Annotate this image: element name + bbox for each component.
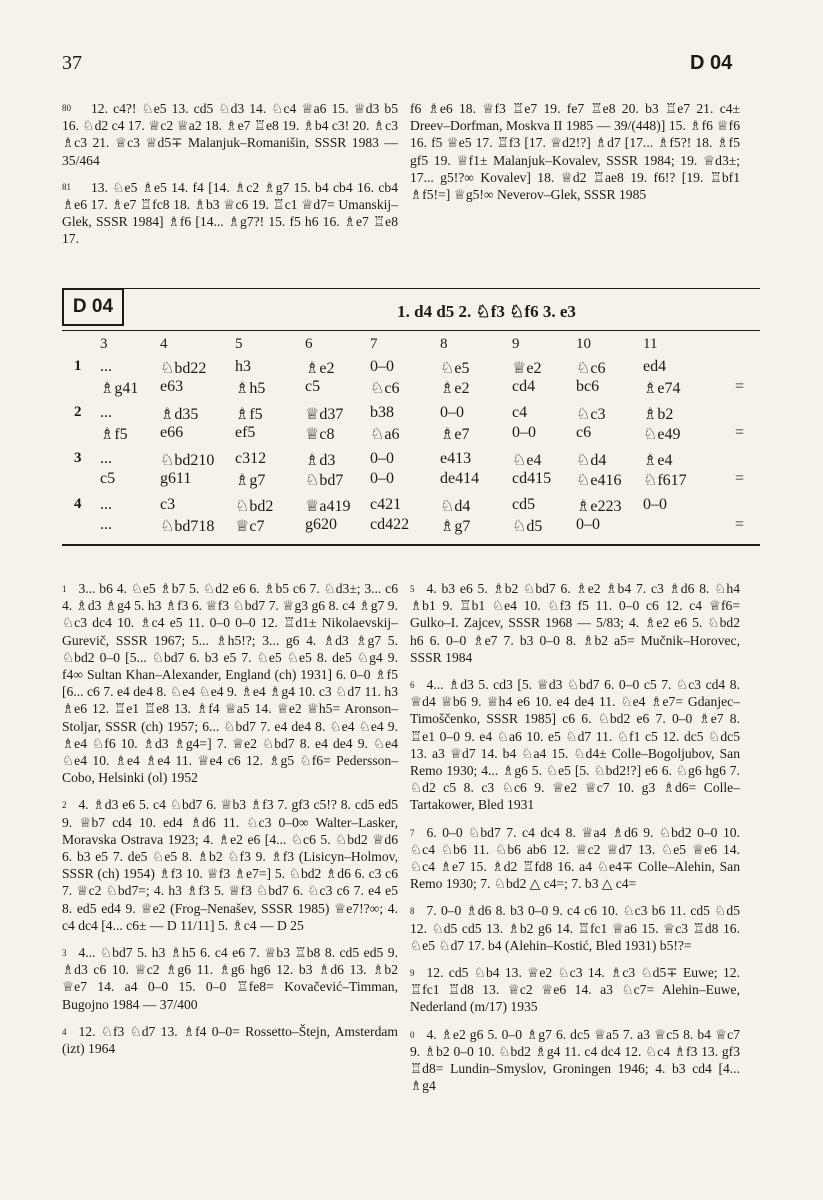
table-cell: ♕d37 — [305, 406, 344, 423]
table-cell: ♗g7 — [440, 518, 471, 535]
header-rule — [62, 330, 760, 331]
opening-code: D 04 — [690, 52, 733, 74]
footnote — [410, 824, 740, 893]
footnote — [62, 1023, 398, 1057]
page-number: 37 — [62, 52, 82, 74]
table-cell: ♕e2 — [512, 360, 542, 377]
table-cell: g611 — [160, 470, 192, 487]
table-cell: ♗e223 — [576, 498, 622, 515]
note-81: $^{81}$ 13. ♘e5 ♗e5 14. f4 [14. ♗c2 ♗g7 15. b4 cb4 16. cb4 ♗e6 17. ♗e7 ♖fc8 18. ♗b3 ♕c6 19. ♖c1 ♕d7= Umanskij–Glek, SSSR 1984] ♗f6 [14... ♗g7?! 15. f5 h6 16. ♗e7 ♖e8 17. — [62, 179, 398, 247]
footnotes-left — [62, 580, 398, 1067]
footnote — [410, 676, 740, 814]
table-cell: e66 — [160, 424, 184, 441]
top-notes-right — [410, 100, 740, 213]
table-cell: ♘e4 — [512, 452, 542, 469]
table-cell: c4 — [512, 404, 528, 421]
footnote-number: 6 — [410, 680, 415, 691]
table-cell: ed4 — [643, 358, 667, 375]
table-cell: ♘d4 — [440, 498, 471, 515]
footnote-number: 5 — [410, 584, 415, 594]
table-cell: ef5 — [235, 424, 256, 441]
table-cell: ... — [100, 516, 112, 533]
table-cell: ♗g7 — [235, 472, 266, 489]
table-cell: ♘c6 — [576, 360, 606, 377]
row-number: 3 — [74, 450, 82, 466]
table-cell: ♗b2 — [643, 406, 674, 423]
table-cell: = — [735, 470, 745, 487]
table-cell: 0–0 — [576, 516, 600, 533]
section-box: D 04 — [62, 288, 124, 326]
table-cell: cd422 — [370, 516, 410, 533]
table-cell: ♗f5 — [100, 426, 128, 443]
table-cell: ♘c6 — [370, 380, 400, 397]
table-cell: c312 — [235, 450, 267, 467]
table-cell: ♘bd22 — [160, 360, 207, 377]
table-cell: b38 — [370, 404, 394, 421]
table-cell: e63 — [160, 378, 184, 395]
table-cell: 0–0 — [643, 496, 667, 513]
column-header: 5 — [235, 336, 243, 352]
table-cell: ♗h5 — [235, 380, 266, 397]
table-cell: 0–0 — [370, 450, 394, 467]
table-cell: ♗g41 — [100, 380, 139, 397]
table-cell: h3 — [235, 358, 251, 375]
footnote — [410, 580, 740, 666]
footnote-text: 7. 0–0 ♗d6 8. b3 0–0 9. c4 c6 10. ♘c3 b6 11. cd5 ♘d5 12. ♘d5 cd5 13. ♗b2 g6 14. ♖fc1 ♕a6 15. ♕c3 ♖d8 16. ♘e5 ♘d7 17. b4 (Alehin–Kostić, Bled 1931) b5!?= — [410, 903, 740, 953]
table-cell: e413 — [440, 450, 472, 467]
table-cell: 0–0 — [370, 358, 394, 375]
table-cell: ♗e4 — [643, 452, 673, 469]
column-header: 10 — [576, 336, 591, 352]
table-cell: ♗e2 — [305, 360, 335, 377]
table-cell: ♘e416 — [576, 472, 622, 489]
table-cell: 0–0 — [440, 404, 464, 421]
footnote-number: 0 — [410, 1029, 415, 1040]
table-cell: = — [735, 424, 745, 441]
table-cell: c6 — [576, 424, 592, 441]
table-cell: ♘bd2 — [235, 498, 274, 515]
footnote-number: 7 — [410, 827, 415, 838]
table-cell: ♕a419 — [305, 498, 351, 515]
table-title: 1. d4 d5 2. ♘f3 ♘f6 3. e3 — [397, 302, 576, 321]
column-header: 8 — [440, 336, 448, 352]
footnote-number: 3 — [62, 948, 67, 959]
table-cell: ♗d3 — [305, 452, 336, 469]
table-cell: bc6 — [576, 378, 600, 395]
footnote-number: 1 — [62, 584, 67, 594]
column-header: 3 — [100, 336, 108, 352]
footnote — [410, 964, 740, 1016]
table-cell: ♗e2 — [440, 380, 470, 397]
table-cell: c5 — [305, 378, 321, 395]
footnote — [62, 796, 398, 934]
table-cell: c3 — [160, 496, 176, 513]
row-number: 1 — [74, 358, 82, 374]
footnote — [410, 902, 740, 954]
table-cell: c5 — [100, 470, 116, 487]
table-cell: ♘d4 — [576, 452, 607, 469]
table-cell: ♘c3 — [576, 406, 606, 423]
footnote — [62, 944, 398, 1013]
footnote — [410, 1026, 740, 1095]
footnote-number: 9 — [410, 968, 415, 979]
table-cell: ♗f5 — [235, 406, 263, 423]
table-cell: ♘e5 — [440, 360, 470, 377]
table-cell: ♘d5 — [512, 518, 543, 535]
table-cell: ... — [100, 358, 112, 375]
footnote-number: 2 — [62, 800, 67, 811]
table-cell: ♘bd7 — [305, 472, 344, 489]
footnote-text: 12. ♘f3 ♘d7 13. ♗f4 0–0= Rossetto–Štejn, Amsterdam (izt) 1964 — [62, 1023, 398, 1057]
footnote-text: 4. b3 e6 5. ♗b2 ♘bd7 6. ♗e2 ♗b4 7. c3 ♗d6 8. ♘h4 ♗b1 9. ♖b1 ♘e4 10. ♘f3 f5 11. 0–0 c6 12. c4 ♕f6= Gulko–I. Zajcev, SSSR 1968 — 5/83; 4. ♗e2 e6 5. ♘bd2 h6 6. 0–0 ♗e7 7. b3 0–0 8. ♗b2 a5= Mučnik–Horovec, SSSR 1984 — [410, 581, 740, 665]
table-cell: cd4 — [512, 378, 536, 395]
table-cell: ♘a6 — [370, 426, 400, 443]
column-header: 6 — [305, 336, 313, 352]
table-cell: de414 — [440, 470, 480, 487]
table-cell: = — [735, 516, 745, 533]
column-header: 9 — [512, 336, 520, 352]
footnotes-right — [410, 580, 740, 1104]
table-cell: ♗e74 — [643, 380, 681, 397]
footnote-text: 12. cd5 ♘b4 13. ♕e2 ♘c3 14. ♗c3 ♘d5∓ Euwe; 12. ♖fc1 ♖d8 13. ♕c2 ♕e6 14. a3 ♘c7= Alehin–Euwe, Nederland (m/17) 1935 — [410, 965, 740, 1015]
column-header: 7 — [370, 336, 378, 352]
table-cell: cd5 — [512, 496, 536, 513]
bottom-rule — [62, 544, 760, 546]
table-cell: ♕c7 — [235, 518, 265, 535]
table-cell: ♘f617 — [643, 472, 687, 489]
table-cell: ... — [100, 450, 112, 467]
footnote-text: 4. ♗e2 g6 5. 0–0 ♗g7 6. dc5 ♕a5 7. a3 ♕c5 8. b4 ♕c7 9. ♗b2 0–0 10. ♘bd2 ♗g4 11. c4 dc4 12. ♘c4 ♗f3 13. gf3 ♖d8= Lundin–Smyslov, Groningen 1946; 4. b3 cd4 [4... ♗g4 — [410, 1026, 740, 1094]
table-cell: cd415 — [512, 470, 552, 487]
footnote-number: 8 — [410, 906, 415, 917]
table-cell: ♘bd210 — [160, 452, 215, 469]
footnote-text: 6. 0–0 ♘bd7 7. c4 dc4 8. ♕a4 ♗d6 9. ♘bd2 0–0 10. ♘c4 ♘b6 11. ♘b6 ab6 12. ♕c2 ♕d7 13. ♘e5 ♕e6 14. ♘c4 ♗e7 15. ♗d2 ♖fd8 16. a4 ♘e4∓ Colle–Alehin, San Remo 1930; 7. ♘bd2 △ c4=; 7. b3 △ c4= — [410, 824, 740, 892]
table-cell: ♘e49 — [643, 426, 681, 443]
footnote-text: 4... ♘bd7 5. h3 ♗h5 6. c4 e6 7. ♕b3 ♖b8 8. cd5 ed5 9. ♗d3 c6 10. ♕c2 ♗g6 11. ♗g6 hg6 12. b3 ♗d6 13. ♗b2 ♕e7 14. a4 0–0 15. 0–0 ♖fe8= Kovačević–Timman, Bugojno 1984 — 37/400 — [62, 945, 398, 1012]
footnote-text: 4. ♗d3 e6 5. c4 ♘bd7 6. ♕b3 ♗f3 7. gf3 c5!? 8. cd5 ed5 9. ♕b7 cd4 10. ed4 ♗d6 11. ♘c3 0–0∞ Walter–Lasker, Moravska Ostrava 1923; 4. ♗e2 e6 [4... ♘c6 5. ♘bd2 ♕d6 6. b3 e5 7. de5 ♘e5 8. ♗b2 ♘f3 9. ♗f3 (Lisicyn–Holmov, SSSR (ch) 1954) ♗f3 10. ♕f3 ♗e7=] 5. ♘bd2 ♗d6 6. c3 c6 7. ♕c2 ♘bd7=; 4. h3 ♗f3 5. ♕f3 ♘bd7 6. ♘c3 c6 7. e4 e5 8. ed5 ed4 9. ♕e2 (Frog–Nenašev, SSSR 1985) ♕e7!?∞; 4. c4 dc4 [4... c6± — D 11/11] 5. ♗c4 — D 25 — [62, 797, 398, 933]
table-cell: ♘bd718 — [160, 518, 215, 535]
table-cell: = — [735, 378, 745, 395]
footnote-text: 3... b6 4. ♘e5 ♗b7 5. ♘d2 e6 6. ♗b5 c6 7. ♘d3±; 3... c6 4. ♗d3 ♗g4 5. h3 ♗f3 6. ♕f3 ♘bd7 7. ♕g3 g6 8. c4 ♗g7 9. ♘c3 dc4 10. ♗c4 e5 11. 0–0 0–0 12. ♖d1± Nikolaevskij–Gurevič, SSSR 1967; 5... ♗h5!?; 3... g6 4. ♗d3 ♗g7 5. ♘bd2 0–0 [5... ♘bd7 6. b3 e5 7. ♘e5 ♘e5 8. de5 ♘g4 9. f4∞ Sultan Khan–Alexander, England (ch) 1931] 6. 0–0 ♗f5 [6... c6 7. e4 de4 8. ♘e4 ♘e4 9. ♗e4 ♗g4 10. c3 ♘d7 11. h3 ♗e6 12. ♖e1 ♖e8 13. ♗f4 ♕a5 14. ♕e2 ♕h5= Aronson–Stoljar, SSSR (ch) 1957; 6... ♘bd7 7. e4 de4 8. ♘e4 ♘e4 9. ♗e4 ♘f6 10. ♗d3 ♗g4=] 7. ♕e2 ♘bd7 8. e4 de4 9. ♘e4 ♘e4 10. ♗e4 ♗e4 11. ♕e4 c6 12. ♗g5 ♘f6= Pedersson–Cobo, Helsinki (ol) 1952 — [62, 581, 398, 786]
table-cell: 0–0 — [370, 470, 394, 487]
top-rule — [124, 288, 760, 289]
table-cell: ♕c8 — [305, 426, 335, 443]
note-continuation: f6 ♗e6 18. ♕f3 ♖e7 19. fe7 ♖e8 20. b3 ♖e7 21. c4± Dreev–Dorfman, Moskva II 1985 — 39/(448)] 15. ♗f6 ♕f6 16. f5 ♕e5 17. ♖f3 [17. ♕d2!?] ♗d7 [17... ♗f5?! 18. ♗f5 gf5 19. ♕f1± Malanjuk–Kovalev, SSSR 1984; 19. ♕d3±; 17... g5!?∞ Kovalev] 18. ♕d2 ♖ae8 19. f6!? [19. ♖bf1 ♗f5!=] ♕g5!∞ Neverov–Glek, SSSR 1985 — [410, 101, 740, 203]
table-cell: ... — [100, 496, 112, 513]
table-cell: 0–0 — [512, 424, 536, 441]
footnote-text: 4... ♗d3 5. cd3 [5. ♕d3 ♘bd7 6. 0–0 c5 7. ♘c3 cd4 8. ♕d4 ♕b6 9. ♕h4 e6 10. e4 de4 11. ♘e4 ♗e7= Gdanjec–Timoščenko, SSSR 1985] c6 6. ♘bd2 e6 7. 0–0 ♗e7 8. ♖e1 0–0 9. e4 ♘a6 10. e5 ♘d7 11. ♘f1 c5 12. dc5 ♘dc5 13. a3 ♕d7 14. b4 ♘a4 15. ♘d4± Colle–Bogoljubov, San Remo 1930; 4... ♗g6 5. ♘e5 [5. ♘bd2!?] e6 6. ♘g6 hg6 7. ♘d2 c5 8. c3 ♘c6 9. ♕e2 ♕c7 10. g3 ♗d6= Colle–Tartakower, Bled 1931 — [410, 677, 740, 813]
top-notes-left — [62, 100, 398, 258]
note-80: $^{80}$ 12. c4?! ♘e5 13. cd5 ♘d3 14. ♘c4 ♕a6 15. ♕d3 b5 16. ♘d2 c4 17. ♕c2 ♕a2 18. ♗e7 ♖e8 19. ♗b4 c3! 20. ♗c3 ♗c3 21. ♕c3 ♕d5∓ Malanjuk–Romanišin, SSSR 1983 — 35/464 — [62, 101, 398, 168]
table-cell: ♗e7 — [440, 426, 470, 443]
footnote — [62, 580, 398, 786]
table-cell: ♗d35 — [160, 406, 199, 423]
table-cell: c421 — [370, 496, 402, 513]
row-number: 2 — [74, 404, 82, 420]
row-number: 4 — [74, 496, 82, 512]
footnote-number: 4 — [62, 1026, 67, 1037]
column-header: 4 — [160, 336, 168, 352]
table-cell: g620 — [305, 516, 337, 533]
column-header: 11 — [643, 336, 658, 352]
table-cell: ... — [100, 404, 112, 421]
